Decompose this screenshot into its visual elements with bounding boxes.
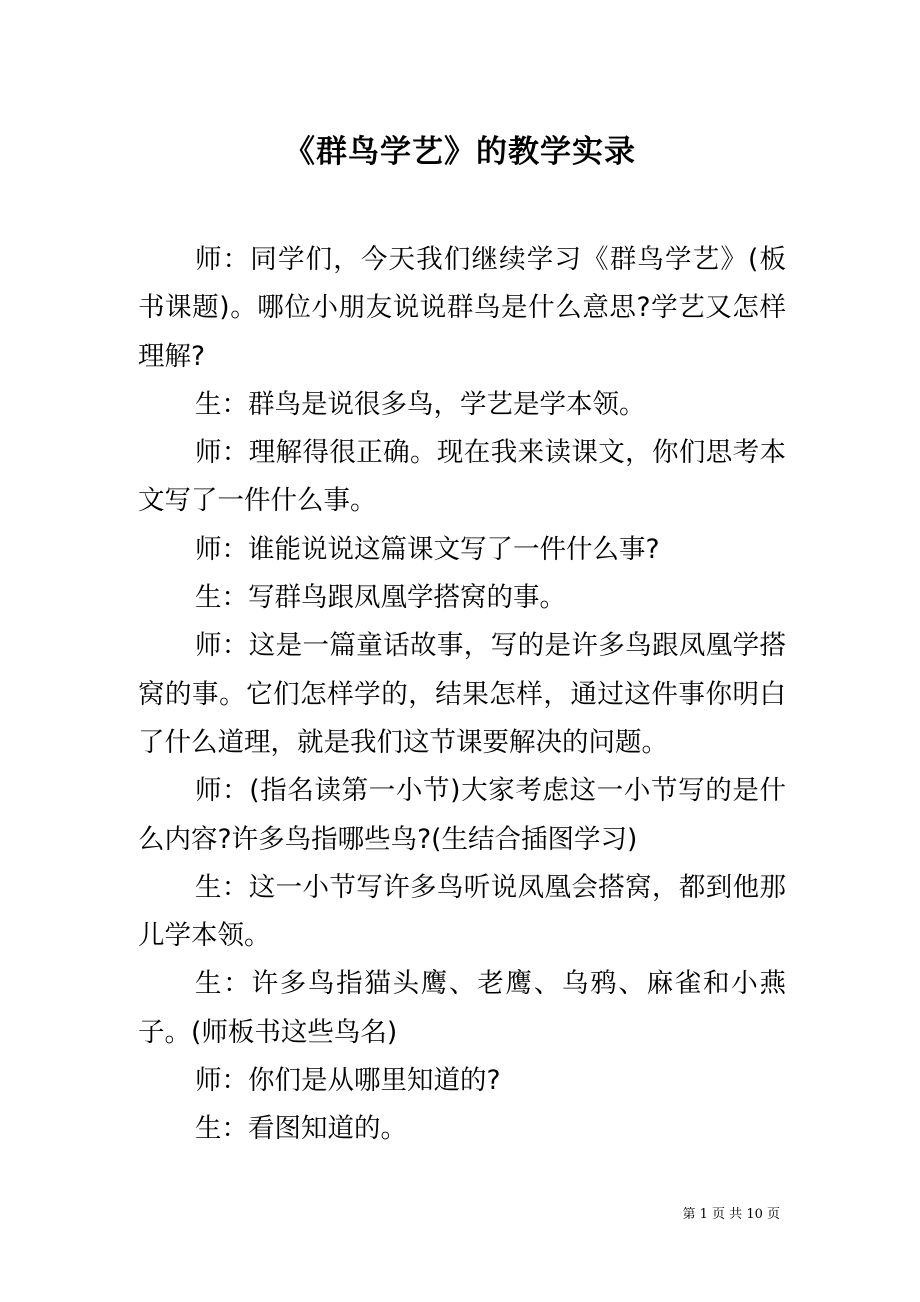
paragraph: 生：群鸟是说很多鸟，学艺是学本领。 (195, 388, 646, 420)
document-body (138, 236, 786, 1154)
paragraph: 生：许多鸟指猫头鹰、老鹰、乌鸦、麻雀和小燕子。(师板书这些鸟名) (138, 968, 786, 1048)
paragraph: 生：这一小节写许多鸟听说凤凰会搭窝，都到他那儿学本领。 (138, 871, 786, 952)
paragraph: 师：谁能说说这篇课文写了一件什么事? (195, 533, 660, 565)
paragraph: 师：理解得很正确。现在我来读课文，你们思考本文写了一件什么事。 (138, 437, 786, 517)
document-title: 《群鸟学艺》的教学实录 (284, 134, 636, 170)
page-number-footer: 第 1 页 共 10 页 (682, 1207, 780, 1222)
paragraph: 师：同学们，今天我们继续学习《群鸟学艺》(板书课题)。哪位小朋友说说群鸟是什么意思?学艺又怎样理解? (138, 244, 786, 372)
paragraph: 师：你们是从哪里知道的? (195, 1065, 501, 1097)
paragraph: 师：这是一篇童话故事，写的是许多鸟跟凤凰学搭窝的事。它们怎样学的，结果怎样，通过这件事你明白了什么道理，就是我们这节课要解决的问题。 (138, 630, 786, 758)
paragraph: 师：(指名读第一小节)大家考虑这一小节写的是什么内容?许多鸟指哪些鸟?(生结合插图学习) (138, 775, 786, 855)
paragraph: 生：写群鸟跟凤凰学搭窝的事。 (195, 582, 566, 614)
paragraph: 生：看图知道的。 (195, 1113, 407, 1145)
